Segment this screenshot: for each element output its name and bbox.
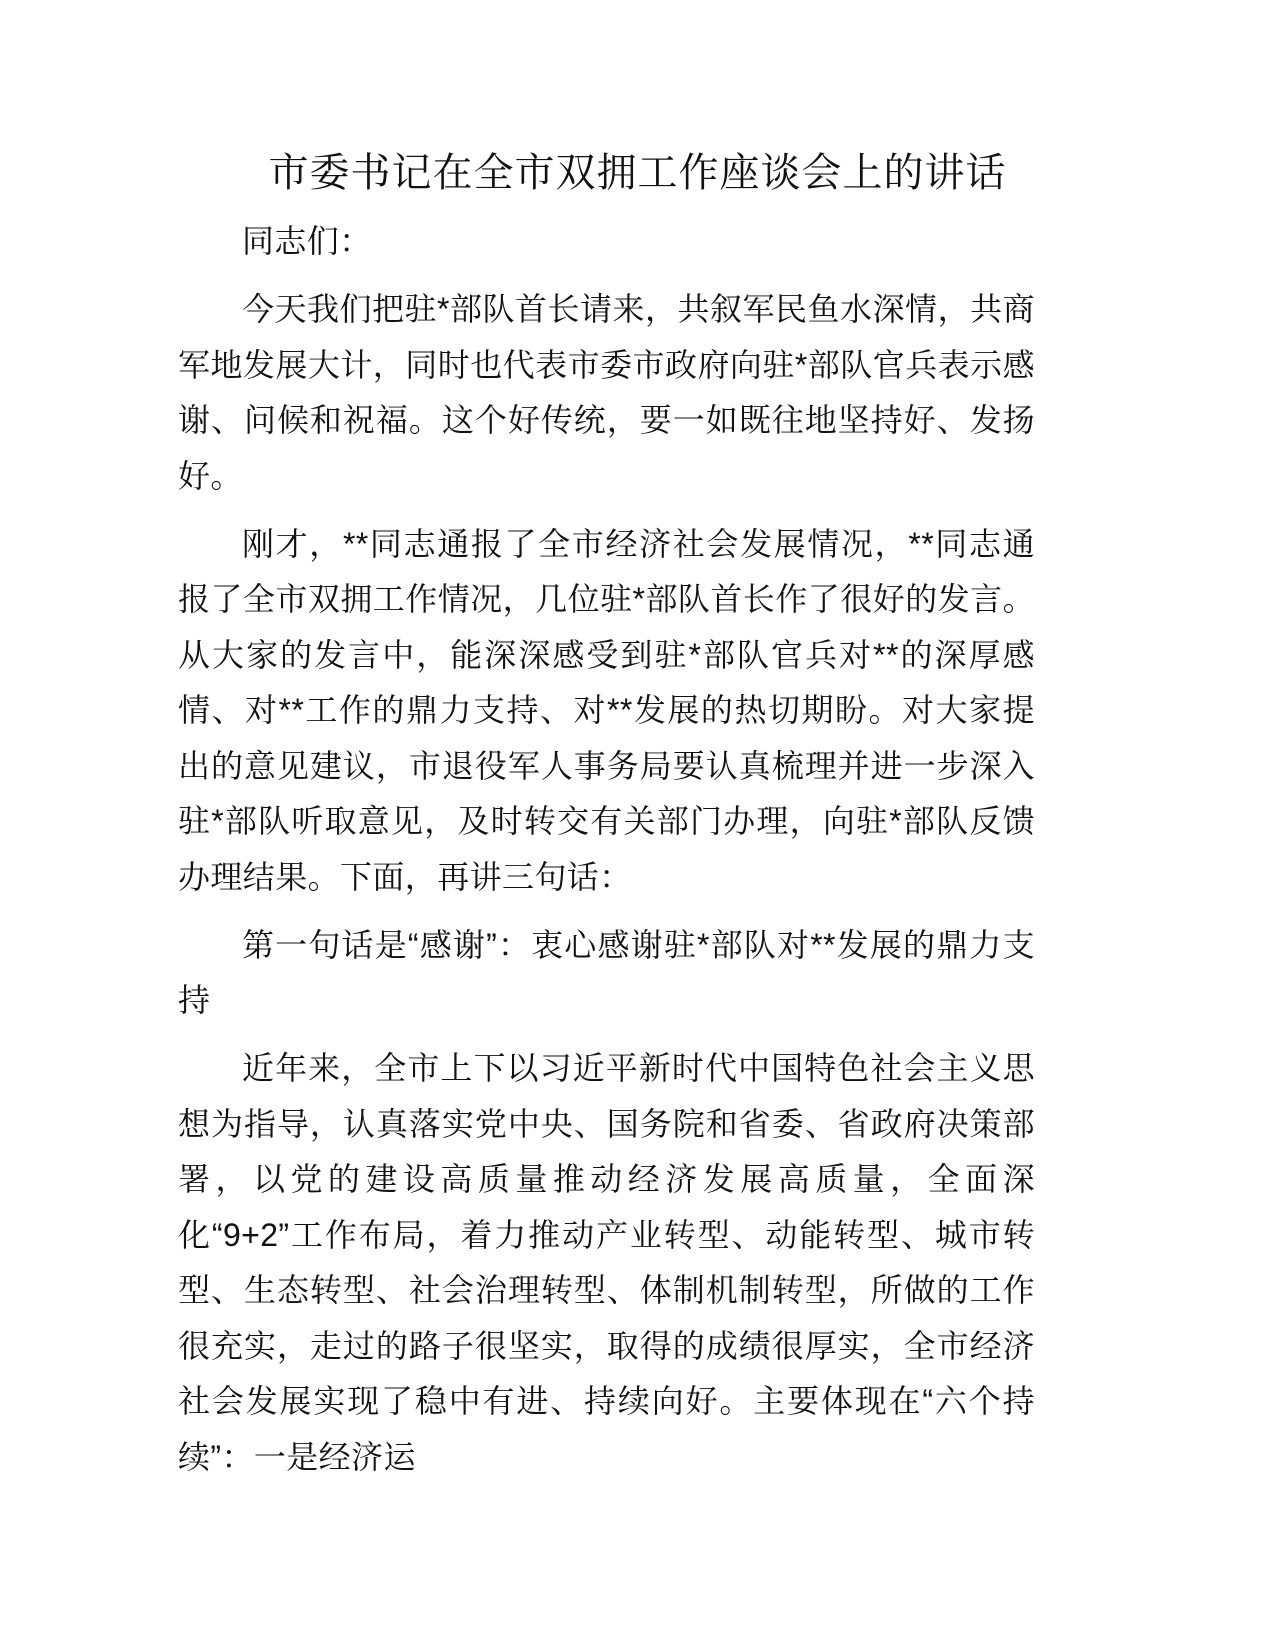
body-paragraph: 近年来，全市上下以习近平新时代中国特色社会主义思想为指导，认真落实党中央、国务院和省委、省政府决策部署，以党的建设高质量推动经济发展高质量，全面深化“9+2”工作布局，着力推动产业转型、动能转型、城市转型、生态转型、社会治理转型、体制机制转型，所做的工作很充实，走过的路子很坚实，取得的成绩很厚实，全市经济社会发展实现了稳中有进、持续向好。主要体现在“六个持续”：一是经济运 [178,1050,1035,1475]
body-paragraph: 今天我们把驻*部队首长请来，共叙军民鱼水深情，共商军地发展大计，同时也代表市委市政府向驻*部队官兵表示感谢、问候和祝福。这个好传统，要一如既往地坚持好、发扬好。 [178,291,1035,494]
section-heading: 第一句话是“感谢”：衷心感谢驻*部队对**发展的鼎力支持 [178,926,1035,1018]
greeting-paragraph: 同志们： [242,223,372,259]
body-paragraph: 刚才，**同志通报了全市经济社会发展情况，**同志通报了全市双拥工作情况，几位驻*部队首长作了很好的发言。从大家的发言中，能深深感受到驻*部队官兵对**的深厚感情、对**工作的鼎力支持、对**发展的热切期盼。对大家提出的意见建议，市退役军人事务局要认真梳理并进一步深入驻*部队听取意见，及时转交有关部门办理，向驻*部队反馈办理结果。下面，再讲三句话： [178,525,1035,895]
document-title: 市委书记在全市双拥工作座谈会上的讲话 [268,151,1007,195]
document-body [178,214,1035,1498]
